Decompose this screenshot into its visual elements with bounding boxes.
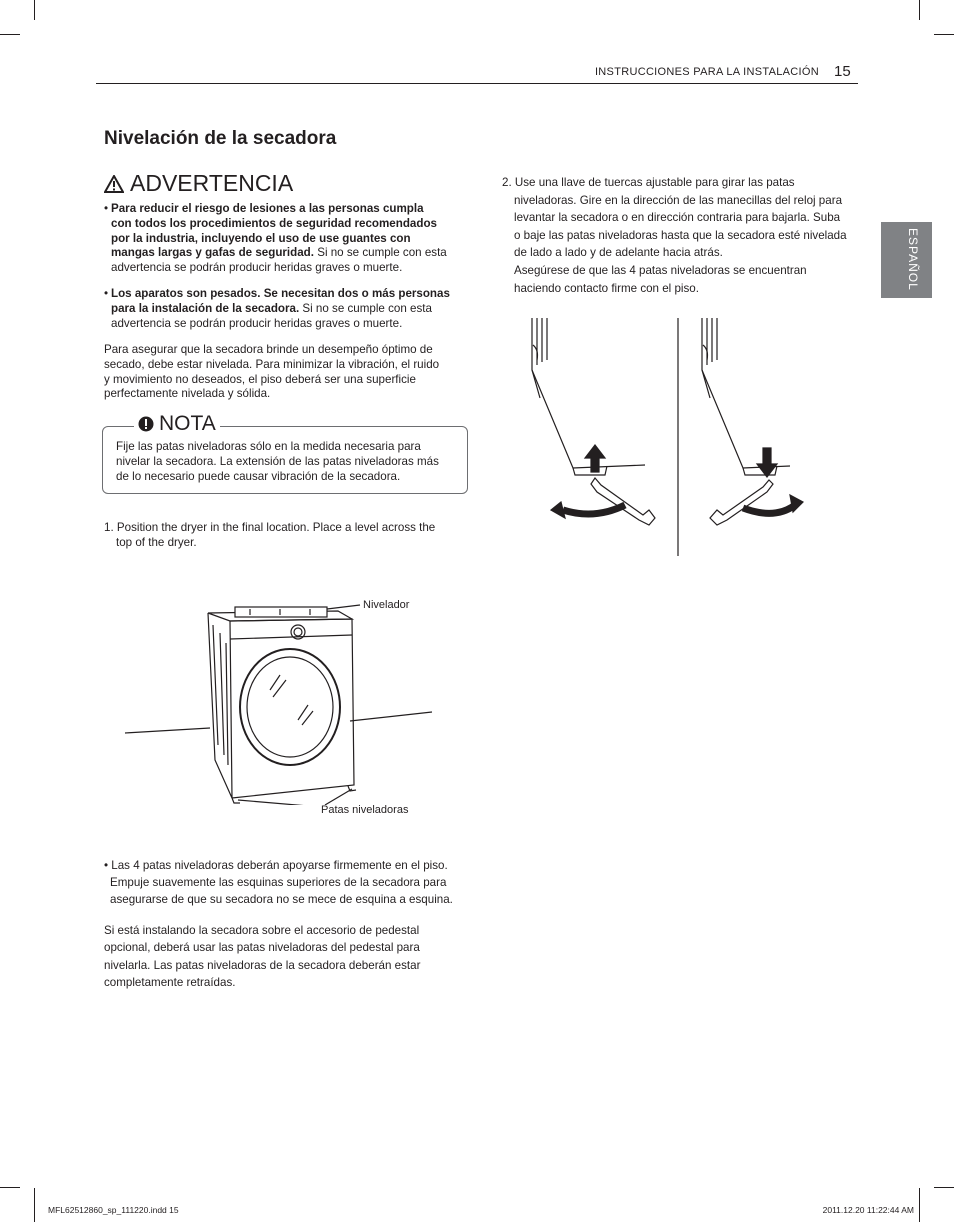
warning-text: con todos los procedimientos de seguridad recomendados [111,216,437,230]
text-line: secado, debe estar nivelada. Para minimizar la vibración, el ruido [104,357,440,371]
page-number: 15 [834,63,851,80]
text-line: top of the dryer. [116,535,197,549]
step-1 [104,521,474,551]
text-line: Las 4 patas niveladoras deberán apoyarse firmemente en el piso. [111,859,448,872]
step-2 [502,174,872,297]
warning-text: Si no se cumple con esta [299,301,432,315]
note-text [116,440,461,484]
crop-mark [934,1187,954,1188]
text-line: nivelarla. Las patas niveladoras de la secadora deberán estar [104,958,421,972]
intro-paragraph [104,343,469,402]
text-line: de lado a lado y de adelante hacia atrás. [514,246,723,260]
warning-text: advertencia se podrán producir heridas graves o muerte. [111,316,403,330]
warning-text: advertencia se podrán producir heridas graves o muerte. [111,261,403,275]
text-line: asegurarse de que su secadora no se mece de esquina a esquina. [110,893,453,906]
text-line: Asegúrese de que las 4 patas niveladoras se encuentran [514,263,807,277]
pedestal-paragraph [104,922,474,992]
crop-mark [934,34,954,35]
text-line: Empuje suavemente las esquinas superiores de la secadora para [110,876,447,889]
dryer-front [230,619,354,798]
leader-line [238,800,320,805]
feet-bullet [104,857,474,908]
crop-mark [919,1188,920,1222]
text-line: opcional, deberá usar las patas niveladoras del pedestal para [104,941,420,955]
text-line: y movimiento no deseados, el piso deberá ser una superficie [104,372,416,386]
arrow-down-icon [757,448,777,477]
dryer-level-illustration [120,595,440,805]
header-rule [96,83,858,84]
level-tool [235,607,327,617]
text-line: perfectamente nivelada y sólida. [104,387,271,401]
running-header: INSTRUCCIONES PARA LA INSTALACIÓN [594,66,819,78]
wrench-icon [591,478,655,525]
section-title: Nivelación de la secadora [104,128,337,149]
warning-text: por la industria, incluyendo el uso de use guantes con [111,231,411,245]
warning-text: mangas largas y gafas de seguridad. [111,246,314,260]
wrench-icon [710,480,773,525]
warning-text: Los aparatos son pesados. Se necesitan dos o más personas [111,287,450,300]
text-line: 1. Position the dryer in the final location. Place a level across the [104,521,436,534]
language-tab-label: ESPAÑOL [906,228,920,291]
text-line: Fije las patas niveladoras sólo en la medida necesaria para [116,440,421,453]
text-line: completamente retraídas. [104,976,236,990]
warning-text: Para reducir el riesgo de lesiones a las personas cumpla [111,202,424,215]
text-line: haciendo contacto firme con el piso. [514,281,699,295]
crop-mark [919,0,920,20]
leader-line [327,605,360,609]
warning-triangle-icon [104,175,124,193]
dryer-door [240,649,340,765]
floor-line [350,712,432,721]
label-nivelador: Nivelador [363,599,410,611]
text-line: levantar la secadora o en dirección contraria para bajarla. Suba [514,211,841,225]
dryer-corner-lower [702,318,803,525]
text-line: 2. Use una llave de tuercas ajustable para girar las patas [502,176,795,189]
text-line: o baje las patas niveladoras hasta que la secadora esté nivelada [514,228,847,242]
warning-heading [104,170,293,197]
warning-label: ADVERTENCIA [130,170,294,196]
rotate-clockwise-icon [743,505,795,513]
warning-text: para la instalación de la secadora. [111,301,300,315]
crop-mark [34,0,35,20]
exclamation-icon [138,416,154,432]
warning-text: Si no se cumple con esta [313,246,447,260]
crop-mark [34,1188,35,1222]
floor-line [125,728,210,733]
label-patas: Patas niveladoras [321,804,409,816]
dryer-corner-raise [532,318,655,525]
crop-mark [0,34,20,35]
note-heading [134,412,220,436]
warning-bullet: • Los aparatos son pesados. Se necesitan dos o más personas para la instalación de la secadora. Si no se cumple con esta advertencia se podrán producir heridas graves o muerte. [104,287,464,331]
crop-mark [0,1187,20,1188]
text-line: de lo necesario puede causar vibración de la secadora. [116,469,401,483]
text-line: Para asegurar que la secadora brinde un desempeño óptimo de [104,343,433,356]
text-line: nivelar la secadora. La extensión de las patas niveladoras más [116,454,439,468]
footer-file: MFL62512860_sp_111220.indd 15 [48,1205,179,1215]
note-label: NOTA [159,412,216,435]
warning-bullet: • Para reducir el riesgo de lesiones a las personas cumpla con todos los procedimientos de seguridad recomendados por la industria, incluyendo el uso de use guantes con mangas largas y gafas de seguridad. Si no se cumple con esta advertencia se podrán producir heridas graves o muerte. [104,202,464,276]
bullet-dot: • [104,859,112,872]
rotate-counterclockwise-icon [563,505,625,514]
footer-timestamp: 2011.12.20 11:22:44 AM [822,1205,914,1215]
text-line: Si está instalando la secadora sobre el accesorio de pedestal [104,924,420,937]
text-line: niveladoras. Gire en la dirección de las manecillas del reloj para [514,193,843,207]
language-tab [881,222,932,298]
leader-line [325,789,352,805]
wrench-adjust-illustration [525,310,815,560]
dryer-door-glass [247,657,333,757]
